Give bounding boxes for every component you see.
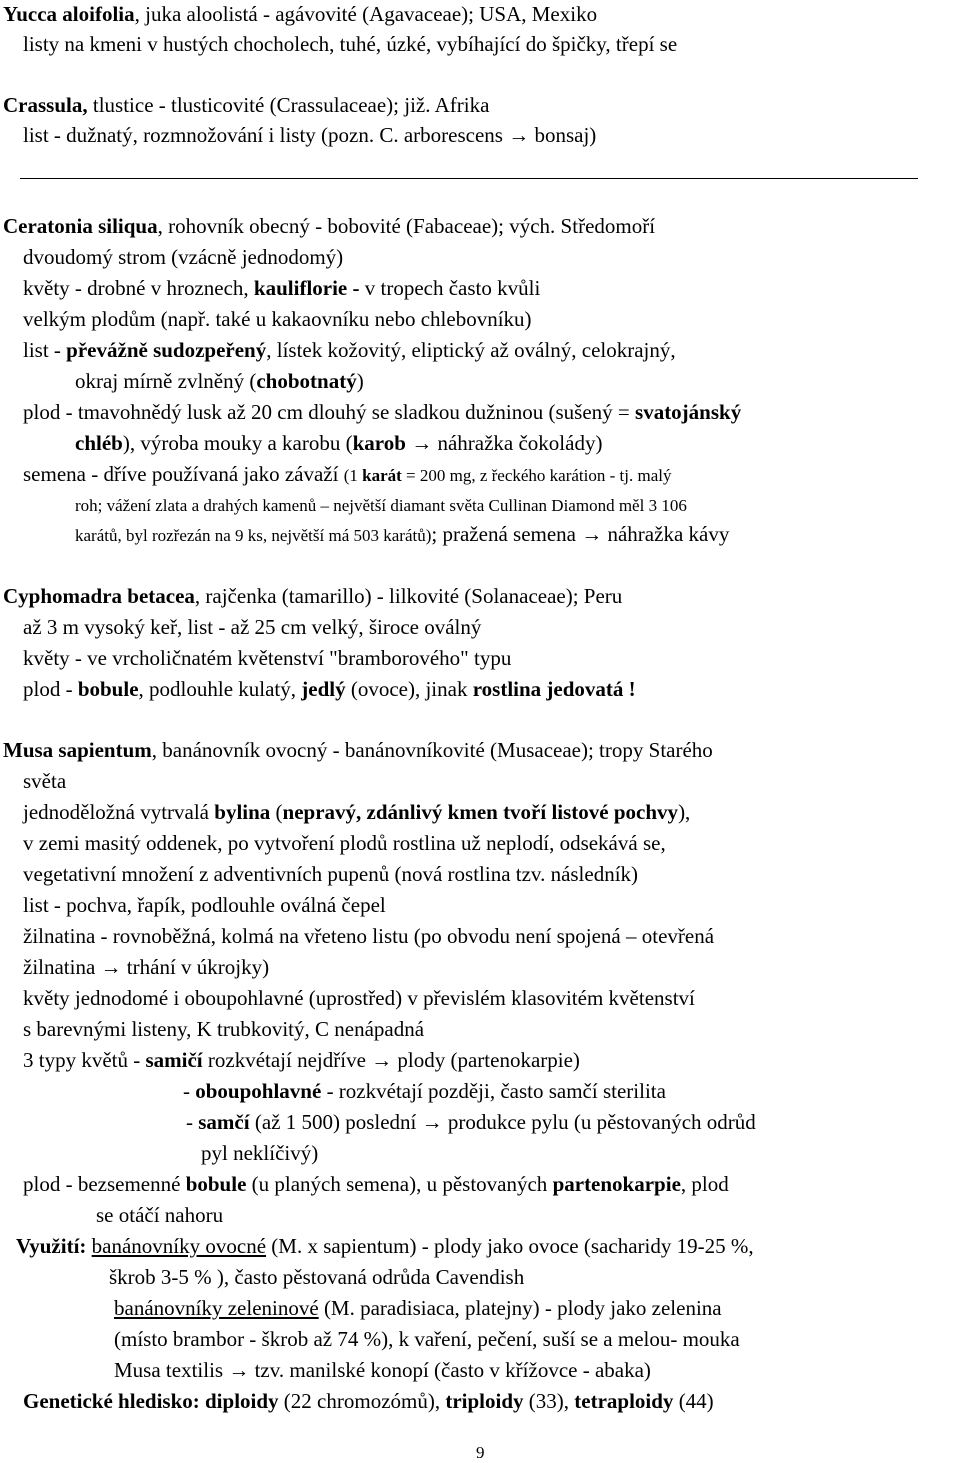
text-segment: (ovoce), jinak xyxy=(345,677,473,701)
text-segment: karátů, byl rozřezán na 9 ks, největší má 503 karátů) xyxy=(75,526,432,545)
text-segment: (33), xyxy=(523,1389,575,1413)
text-line xyxy=(114,1325,740,1353)
text-line xyxy=(23,922,714,950)
text-segment: květy - drobné v hroznech, xyxy=(23,276,254,300)
text-segment: okraj mírně zvlněný ( xyxy=(75,369,257,393)
text-line xyxy=(75,367,364,395)
text-segment: → náhražka čokolády) xyxy=(405,431,603,455)
bold-text: bobule xyxy=(185,1172,247,1196)
text-line xyxy=(109,1263,524,1291)
text-line xyxy=(186,1108,756,1136)
text-segment: list - dužnatý, rozmnožování i listy (pozn. C. arborescens → bonsaj) xyxy=(23,123,597,147)
text-segment: - xyxy=(186,1110,199,1134)
bold-text: bylina xyxy=(214,800,271,824)
text-segment: roh; vážení zlata a drahých kamenů – největší diamant světa Cullinan Diamond měl 3 106 xyxy=(75,496,687,515)
text-segment: 3 typy květů - xyxy=(23,1048,146,1072)
text-segment: , banánovník ovocný - banánovníkovité (Musaceae); tropy Starého xyxy=(151,738,713,762)
bold-text: Ceratonia siliqua xyxy=(3,214,158,238)
text-line xyxy=(75,429,602,457)
text-line xyxy=(183,1077,666,1105)
text-line xyxy=(23,829,666,857)
bold-text: Crassula, xyxy=(3,93,88,117)
text-line xyxy=(23,1387,714,1415)
underlined-text: banánovníky ovocné xyxy=(91,1234,267,1258)
bold-text: svatojánský xyxy=(635,400,742,424)
text-line xyxy=(23,1170,729,1198)
text-segment: ), xyxy=(678,800,691,824)
text-segment: tlustice - tlusticovité (Crassulaceae); již. Afrika xyxy=(87,93,490,117)
text-segment: , rajčenka (tamarillo) - lilkovité (Solanaceae); Peru xyxy=(194,584,623,608)
text-line xyxy=(23,953,269,981)
text-line xyxy=(75,520,729,548)
text-segment: s barevnými listeny, K trubkovitý, C nenápadná xyxy=(23,1017,425,1041)
text-segment: květy - ve vrcholičnatém květenství "bramborového" typu xyxy=(23,646,512,670)
text-segment: listy na kmeni v hustých chocholech, tuhé, úzké, vybíhající do špičky, třepí se xyxy=(23,32,678,56)
text-segment: list - xyxy=(23,338,67,362)
text-line xyxy=(23,675,636,703)
text-line xyxy=(23,460,671,488)
bold-text: Yucca aloifolia xyxy=(3,2,135,26)
text-line xyxy=(23,1015,424,1043)
text-line xyxy=(3,582,622,610)
text-segment: vegetativní množení z adventivních pupenů (nová rostlina tzv. následník) xyxy=(23,862,639,886)
text-segment: = 200 mg, z řeckého karátion - tj. malý xyxy=(401,466,672,485)
text-segment: (44) xyxy=(673,1389,714,1413)
bold-text: karob xyxy=(352,431,406,455)
text-line xyxy=(201,1139,318,1167)
text-segment: jednoděložná vytrvalá xyxy=(23,800,215,824)
text-segment: - xyxy=(183,1079,196,1103)
bold-text: jedlý xyxy=(301,677,346,701)
text-segment: ; pražená semena → náhražka kávy xyxy=(431,522,730,546)
text-line xyxy=(23,30,677,58)
text-segment: pyl neklíčivý) xyxy=(201,1141,319,1165)
text-segment: , podlouhle kulatý, xyxy=(138,677,302,701)
bold-text: samčí xyxy=(198,1110,250,1134)
text-segment: plod - tmavohnědý lusk až 20 cm dlouhý se sladkou dužninou (sušený = xyxy=(23,400,636,424)
text-line xyxy=(23,274,540,302)
text-segment: plod - xyxy=(23,677,78,701)
text-segment: v zemi masitý oddenek, po vytvoření plodů rostlina už neplodí, odsekává se, xyxy=(23,831,666,855)
text-segment: plod - bezsemenné xyxy=(23,1172,186,1196)
text-segment: list - pochva, řapík, podlouhle oválná čepel xyxy=(23,893,386,917)
bold-text: Cyphomadra betacea xyxy=(3,584,195,608)
text-segment: (až 1 500) poslední → produkce pylu (u pěstovaných odrůd xyxy=(249,1110,756,1134)
text-line xyxy=(23,644,511,672)
text-line xyxy=(23,767,66,795)
bold-text: Genetické hledisko: diploidy xyxy=(23,1389,279,1413)
text-segment: , plod xyxy=(680,1172,729,1196)
bold-text: triploidy xyxy=(445,1389,524,1413)
text-line xyxy=(23,398,741,426)
text-line xyxy=(23,1046,580,1074)
text-line xyxy=(3,736,713,764)
text-segment: světa xyxy=(23,769,67,793)
text-line xyxy=(23,243,343,271)
text-segment: (M. paradisiaca, platejny) - plody jako zelenina xyxy=(318,1296,722,1320)
text-line xyxy=(23,798,690,826)
text-line xyxy=(114,1294,722,1322)
text-segment: semena - dříve používaná jako závaží xyxy=(23,462,344,486)
text-segment: žilnatina → trhání v úkrojky) xyxy=(23,955,270,979)
horizontal-divider xyxy=(20,178,918,179)
text-line xyxy=(3,91,489,119)
text-segment: (u planých semena), u pěstovaných xyxy=(246,1172,553,1196)
text-segment: rozkvétají nejdříve → plody (partenokarpie) xyxy=(202,1048,580,1072)
text-line xyxy=(96,1201,223,1229)
text-segment: , juka aloolistá - agávovité (Agavaceae); USA, Mexiko xyxy=(134,2,598,26)
text-line xyxy=(23,984,695,1012)
text-line xyxy=(114,1356,651,1384)
text-segment: (místo brambor - škrob až 74 %), k vaření, pečení, suší se a melou- mouka xyxy=(114,1327,740,1351)
text-line xyxy=(3,0,597,28)
text-segment: až 3 m vysoký keř, list - až 25 cm velký, široce oválný xyxy=(23,615,482,639)
text-line xyxy=(23,613,481,641)
text-segment: - rozkvétají později, často samčí sterilita xyxy=(321,1079,666,1103)
bold-text: rostlina jedovatá ! xyxy=(472,677,636,701)
bold-text: partenokarpie xyxy=(552,1172,681,1196)
bold-text: bobule xyxy=(77,677,139,701)
text-segment: ), výroba mouky a karobu ( xyxy=(122,431,353,455)
bold-text: karát xyxy=(362,466,402,485)
text-segment: ) xyxy=(356,369,364,393)
text-line xyxy=(23,860,638,888)
text-line xyxy=(3,212,655,240)
bold-text: nepravý, zdánlivý kmen tvoří listové pochvy xyxy=(282,800,679,824)
page-number: 9 xyxy=(476,1443,485,1462)
text-segment: ( xyxy=(270,800,283,824)
text-line xyxy=(23,305,532,333)
bold-text: Využití: xyxy=(16,1234,87,1258)
text-segment: květy jednodomé i oboupohlavné (uprostřed) v převislém klasovitém květenství xyxy=(23,986,695,1010)
text-segment: velkým plodům (např. také u kakaovníku nebo chlebovníku) xyxy=(23,307,532,331)
text-segment: (1 xyxy=(343,466,363,485)
text-segment: v tropech často kvůli xyxy=(359,276,541,300)
text-line xyxy=(23,336,676,364)
bold-text: tetraploidy xyxy=(574,1389,674,1413)
bold-text: chobotnatý xyxy=(256,369,357,393)
text-segment: (22 chromozómů), xyxy=(278,1389,446,1413)
bold-text: Musa sapientum xyxy=(3,738,152,762)
text-segment: dvoudomý strom (vzácně jednodomý) xyxy=(23,245,344,269)
bold-text: kauliflorie - xyxy=(253,276,360,300)
text-segment: , lístek kožovitý, eliptický až oválný, celokrajný, xyxy=(266,338,676,362)
text-line xyxy=(23,121,596,149)
text-segment: škrob 3-5 % ), často pěstovaná odrůda Cavendish xyxy=(109,1265,525,1289)
text-segment: se otáčí nahoru xyxy=(96,1203,224,1227)
text-segment: Musa textilis → tzv. manilské konopí (často v křížovce - abaka) xyxy=(114,1358,651,1382)
text-line xyxy=(75,490,687,518)
bold-text: oboupohlavné xyxy=(195,1079,322,1103)
bold-text: samičí xyxy=(145,1048,203,1072)
bold-text: převážně sudozpeřený xyxy=(66,338,267,362)
text-line xyxy=(23,891,386,919)
text-line xyxy=(16,1232,754,1260)
underlined-text: banánovníky zeleninové xyxy=(114,1296,319,1320)
text-segment: žilnatina - rovnoběžná, kolmá na vřeteno listu (po obvodu není spojená – otevřená xyxy=(23,924,715,948)
text-segment: , rohovník obecný - bobovité (Fabaceae); vých. Středomoří xyxy=(157,214,656,238)
text-segment: (M. x sapientum) - plody jako ovoce (sacharidy 19-25 %, xyxy=(266,1234,754,1258)
bold-text: chléb xyxy=(75,431,123,455)
